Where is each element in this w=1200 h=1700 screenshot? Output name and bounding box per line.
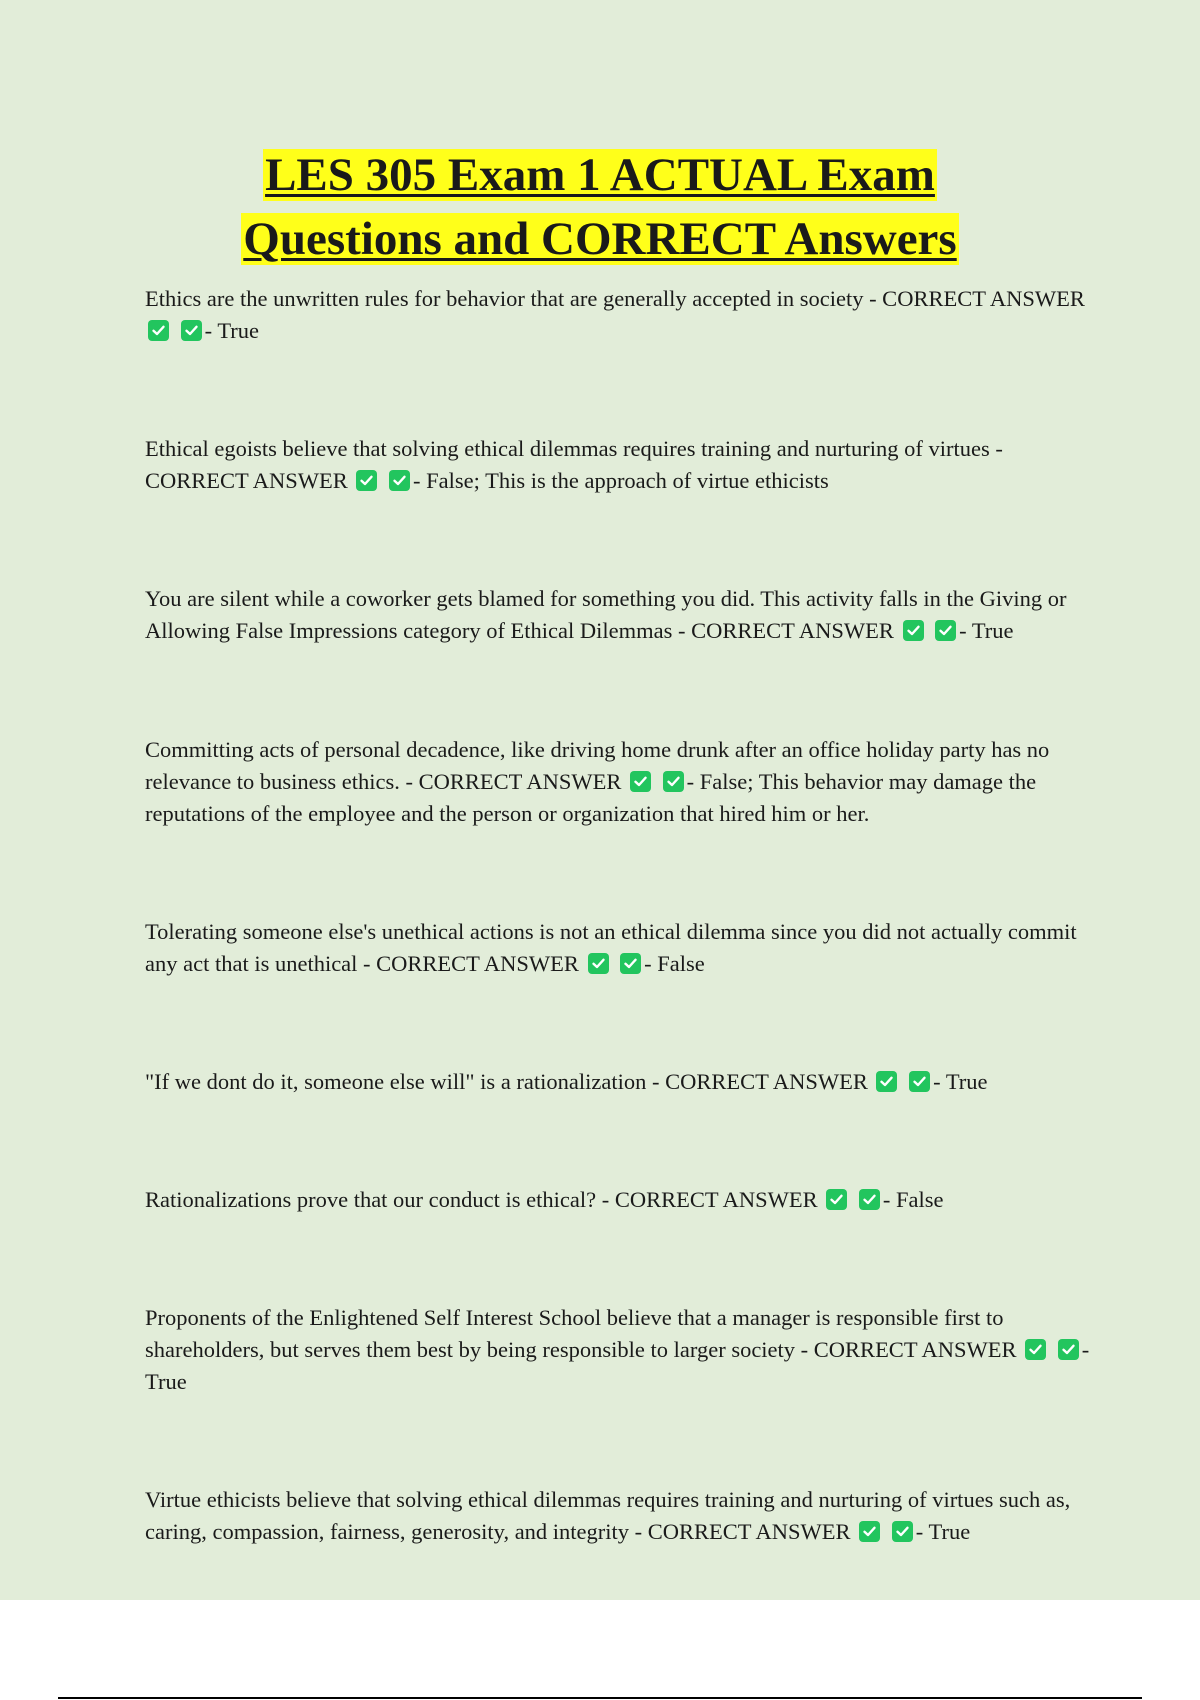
check-box-icon — [1058, 1339, 1079, 1360]
check-box-icon — [859, 1189, 880, 1210]
check-box-icon — [588, 953, 609, 974]
check-box-icon — [181, 320, 202, 341]
check-box-icon — [356, 470, 377, 491]
question-text: Proponents of the Enlightened Self Interest School believe that a manager is responsible first to shareholders, but serves them best by being responsible to larger society - CORRECT ANSWER — [145, 1305, 1017, 1362]
qa-item — [145, 1484, 1095, 1548]
check-box-icon — [909, 1071, 930, 1092]
question-text: Committing acts of personal decadence, like driving home drunk after an office holiday party has no relevance to business ethics. - CORRECT ANSWER — [145, 737, 1050, 794]
question-text: You are silent while a coworker gets blamed for something you did. This activity falls in the Giving or Allowing False Impressions category of Ethical Dilemmas - CORRECT ANSWER — [145, 586, 1067, 643]
question-text: Virtue ethicists believe that solving ethical dilemmas requires training and nurturing of virtues such as, caring, compassion, fairness, generosity, and integrity - CORRECT ANSWER — [145, 1487, 1071, 1544]
answer-text: - True — [933, 1069, 988, 1094]
qa-item — [145, 1302, 1095, 1398]
title-line-2: Questions and CORRECT Answers — [243, 213, 957, 265]
check-box-icon — [903, 620, 924, 641]
qa-item — [145, 734, 1095, 830]
document-title — [0, 143, 1200, 271]
check-box-icon — [630, 771, 651, 792]
answer-text: - False; This is the approach of virtue ethicists — [413, 468, 829, 493]
footer-divider — [58, 1697, 1142, 1699]
check-box-icon — [1025, 1339, 1046, 1360]
question-text: "If we dont do it, someone else will" is a rationalization - CORRECT ANSWER — [145, 1069, 868, 1094]
question-text: Rationalizations prove that our conduct is ethical? - CORRECT ANSWER — [145, 1187, 818, 1212]
title-line-1: LES 305 Exam 1 ACTUAL Exam — [265, 149, 935, 201]
qa-item — [145, 283, 1095, 347]
answer-text: - True — [915, 1519, 971, 1544]
qa-item — [145, 1184, 1095, 1216]
answer-text: - False; This behavior may damage the reputations of the employee and the person or organization that hired him or her. — [145, 769, 1037, 826]
qa-item — [145, 583, 1095, 647]
check-box-icon — [663, 771, 684, 792]
qa-item — [145, 1066, 1095, 1098]
qa-list — [145, 283, 1095, 1548]
check-box-icon — [148, 320, 169, 341]
answer-text: - False — [644, 951, 705, 976]
qa-item — [145, 916, 1095, 980]
check-box-icon — [892, 1521, 913, 1542]
check-box-icon — [826, 1189, 847, 1210]
check-box-icon — [935, 620, 956, 641]
answer-text: - False — [882, 1187, 944, 1212]
qa-item — [145, 433, 1095, 497]
check-box-icon — [389, 470, 410, 491]
check-box-icon — [859, 1521, 880, 1542]
check-box-icon — [620, 953, 641, 974]
answer-text: - True — [145, 1337, 1090, 1394]
question-text: Tolerating someone else's unethical actions is not an ethical dilemma since you did not actually commit any act that is unethical - CORRECT ANSWER — [145, 919, 1077, 976]
answer-text: - True — [959, 618, 1014, 643]
question-text: Ethics are the unwritten rules for behavior that are generally accepted in society - CORRECT ANSWER — [145, 286, 1085, 311]
check-box-icon — [876, 1071, 897, 1092]
answer-text: - True — [204, 318, 260, 343]
question-text: Ethical egoists believe that solving ethical dilemmas requires training and nurturing of virtues - CORRECT ANSWER — [145, 436, 1003, 493]
